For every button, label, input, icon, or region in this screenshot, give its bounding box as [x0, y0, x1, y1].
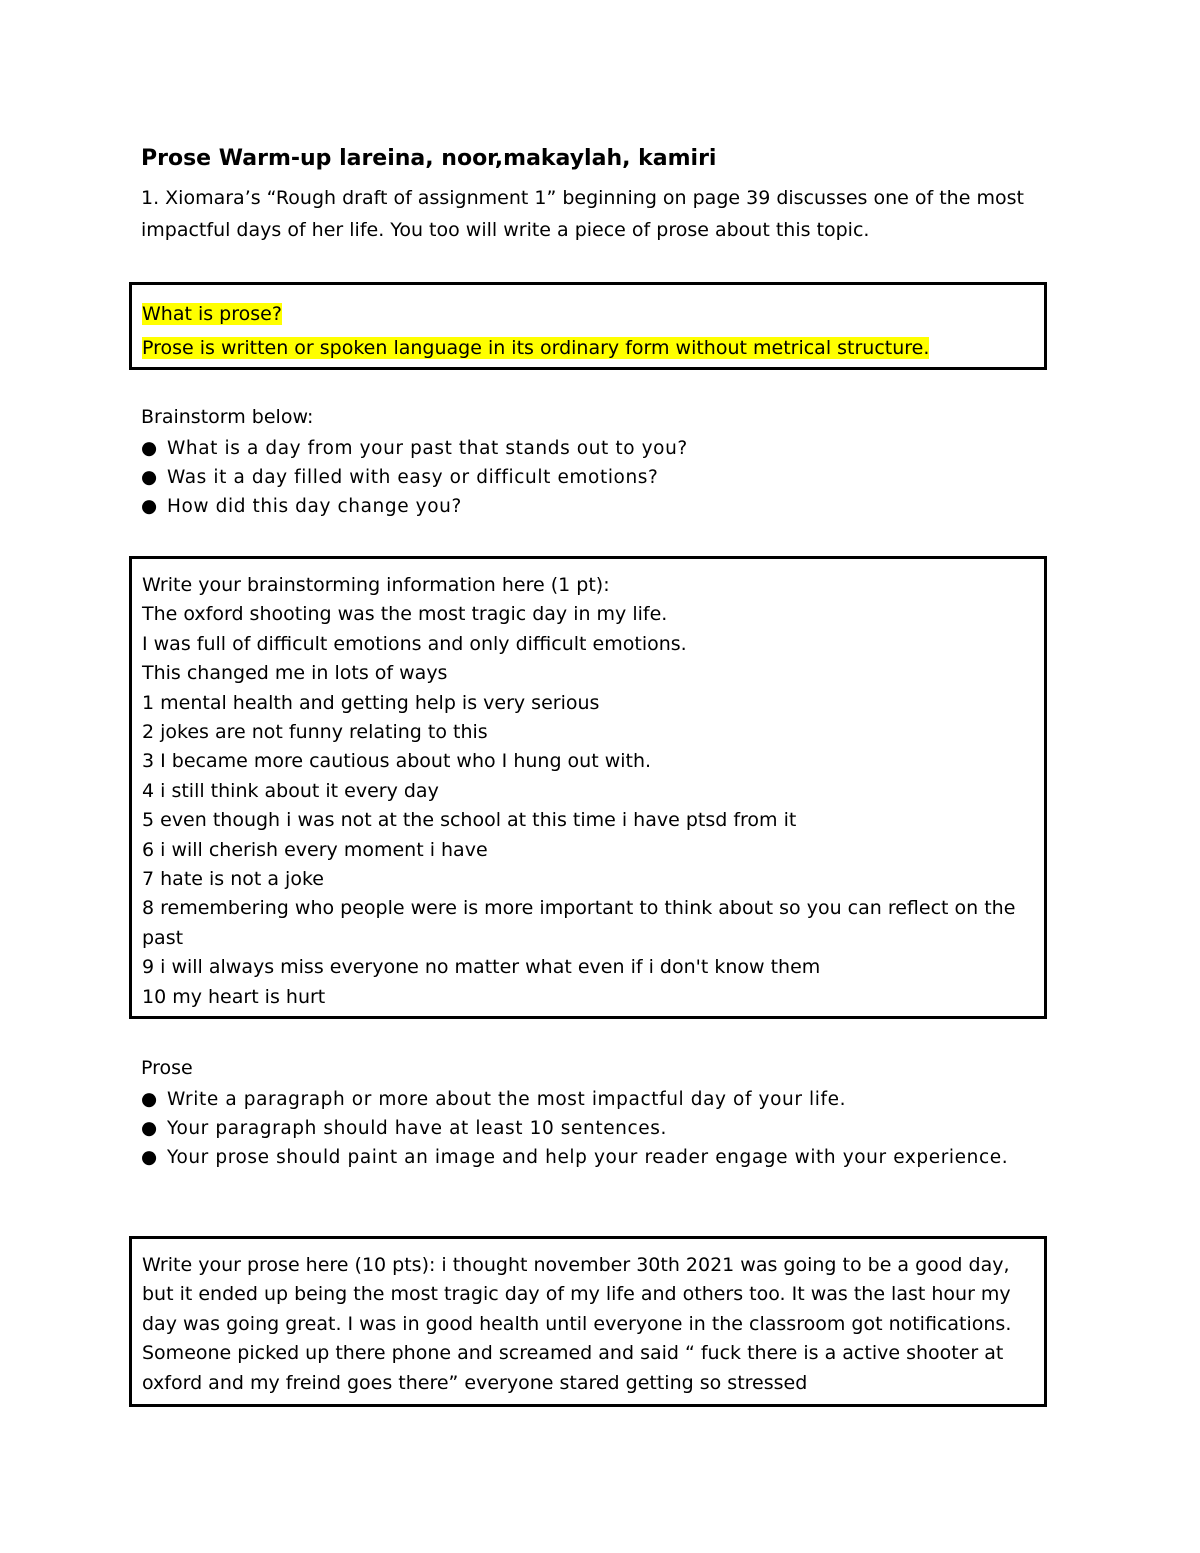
definition-answer: [142, 331, 1034, 365]
list-item: ● What is a day from your past that stands out to you?: [141, 434, 1021, 463]
list-item: ● Your prose should paint an image and help your reader engage with your experience.: [141, 1143, 1021, 1172]
bullet-icon: ●: [141, 1089, 158, 1110]
bullet-icon: ●: [141, 438, 158, 459]
brainstorm-line: 3 I became more cautious about who I hung out with.: [142, 750, 652, 773]
bullet-icon: ●: [141, 496, 158, 517]
definition-box: [129, 282, 1047, 370]
page-title: Prose Warm-up lareina, noor,makaylah, kamiri: [141, 146, 717, 171]
bullet-icon: ●: [141, 467, 158, 488]
brainstorm-answer-box: [129, 556, 1047, 1019]
definition-question-text: What is prose?: [142, 303, 282, 325]
list-item: ● Write a paragraph or more about the most impactful day of your life.: [141, 1085, 1021, 1114]
brainstorm-line: 5 even though i was not at the school at this time i have ptsd from it: [142, 809, 797, 832]
brainstorm-line: 10 my heart is hurt: [142, 985, 326, 1008]
bullet-icon: ●: [141, 1147, 158, 1168]
brainstorm-line: The oxford shooting was the most tragic day in my life.: [142, 603, 668, 626]
brainstorm-line: 7 hate is not a joke: [142, 868, 324, 891]
brainstorm-bullet-list: [141, 434, 1021, 521]
definition-answer-text: Prose is written or spoken language in its ordinary form without metrical structure.: [142, 337, 930, 359]
brainstorm-line: 2 jokes are not funny relating to this: [142, 721, 488, 744]
list-item: ● Your paragraph should have at least 10 sentences.: [141, 1114, 1021, 1143]
bullet-icon: ●: [141, 1118, 158, 1139]
list-item: ● How did this day change you?: [141, 492, 1021, 521]
brainstorm-line: 6 i will cherish every moment i have: [142, 838, 488, 861]
brainstorm-line: 8 remembering who people were is more important to think about so you can reflect on the past: [142, 897, 1016, 949]
prose-answer-box: [129, 1236, 1047, 1407]
brainstorm-line: 4 i still think about it every day: [142, 779, 439, 802]
brainstorm-line: 9 i will always miss everyone no matter what even if i don't know them: [142, 956, 821, 979]
prose-bullet-list: [141, 1085, 1021, 1172]
brainstorm-answer-header: Write your brainstorming information here (1 pt):: [142, 574, 610, 596]
intro-paragraph: 1. Xiomara’s “Rough draft of assignment 1” beginning on page 39 discusses one of the most impactful days of her life. You too will write a piece of prose about this topic.: [141, 187, 1024, 241]
prose-answer-text: Write your prose here (10 pts): i thought november 30th 2021 was going to be a good day, but it ended up being the most tragic day of my life and others too. It was the last hour my day was going great. I was in good health until everyone in the classroom got notifications. Someone picked up there phone and screamed and said “ fuck there is a active shooter at oxford and my freind goes there” everyone stared getting so stressed: [142, 1254, 1012, 1394]
brainstorm-label: Brainstorm below:: [141, 406, 314, 428]
brainstorm-line: I was full of difficult emotions and only difficult emotions.: [142, 632, 687, 655]
list-item: ● Was it a day filled with easy or difficult emotions?: [141, 463, 1021, 492]
definition-question: [142, 297, 1034, 331]
brainstorm-line: 1 mental health and getting help is very serious: [142, 691, 600, 714]
brainstorm-line: This changed me in lots of ways: [142, 662, 448, 685]
prose-label: Prose: [141, 1057, 193, 1079]
